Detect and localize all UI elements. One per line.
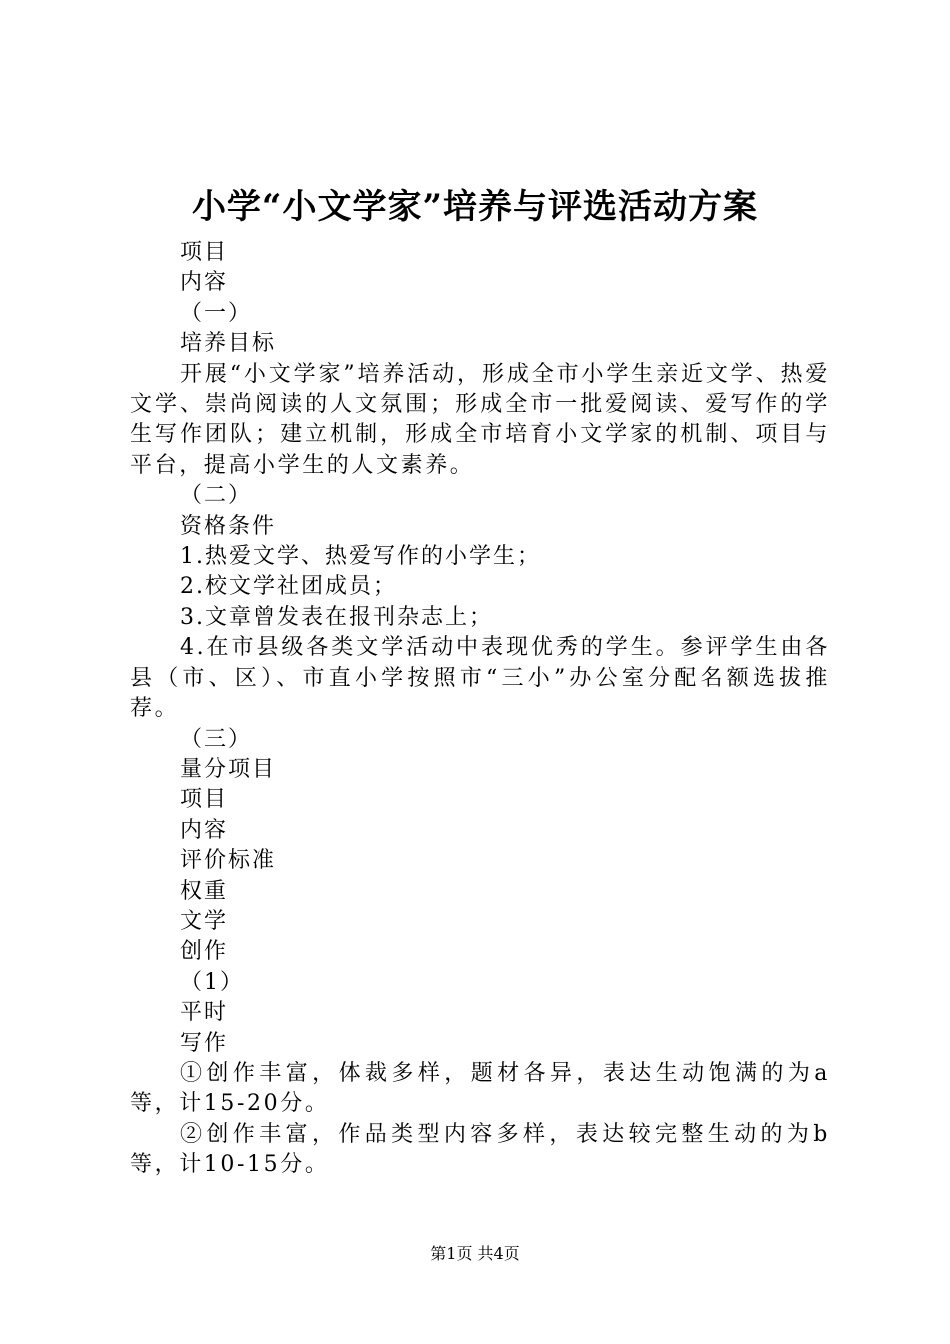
paragraph: （一） — [180, 300, 253, 326]
paragraph: 评价标准 — [180, 848, 277, 874]
paragraph: 创作 — [180, 939, 229, 965]
page-footer: 第1页 共4页 — [430, 1244, 520, 1263]
paragraph: 量分项目 — [180, 756, 277, 782]
paragraph: （三） — [180, 726, 253, 752]
document-title: 小学“小文学家”培养与评选活动方案 — [191, 187, 759, 227]
paragraph: 2.校文学社团成员； — [180, 574, 397, 600]
paragraph: 培养目标 — [180, 331, 277, 357]
paragraph: 内容 — [180, 817, 229, 843]
paragraph: （1） — [180, 969, 244, 995]
paragraph: ②创作丰富，作品类型内容多样，表达较完整生动的为b等，计10-15分。 — [130, 1121, 830, 1178]
paragraph: 3.文章曾发表在报刊杂志上； — [180, 604, 493, 630]
paragraph: （二） — [180, 483, 253, 509]
paragraph: 平时 — [180, 1000, 229, 1026]
paragraph: 1.热爱文学、热爱写作的小学生； — [180, 544, 541, 570]
paragraph: 开展“小文学家”培养活动，形成全市小学生亲近文学、热爱文学、崇尚阅读的人文氛围；形成全市一批爱阅读、爱写作的学生写作团队；建立机制，形成全市培育小文学家的机制、项目与平台，提高小学生的人文素养。 — [130, 361, 830, 478]
paragraph: 4.在市县级各类文学活动中表现优秀的学生。参评学生由各县（市、区）、市直小学按照市“三小”办公室分配名额选拔推荐。 — [130, 635, 830, 722]
paragraph: ①创作丰富，体裁多样，题材各异，表达生动饱满的为a等，计15-20分。 — [130, 1060, 830, 1117]
paragraph: 项目 — [180, 240, 229, 265]
paragraph: 权重 — [180, 878, 229, 904]
paragraph: 资格条件 — [180, 513, 277, 539]
paragraph: 文学 — [180, 908, 229, 934]
paragraph: 内容 — [180, 270, 229, 296]
paragraph: 写作 — [180, 1030, 229, 1056]
document-body — [130, 238, 830, 1181]
paragraph: 项目 — [180, 787, 229, 813]
